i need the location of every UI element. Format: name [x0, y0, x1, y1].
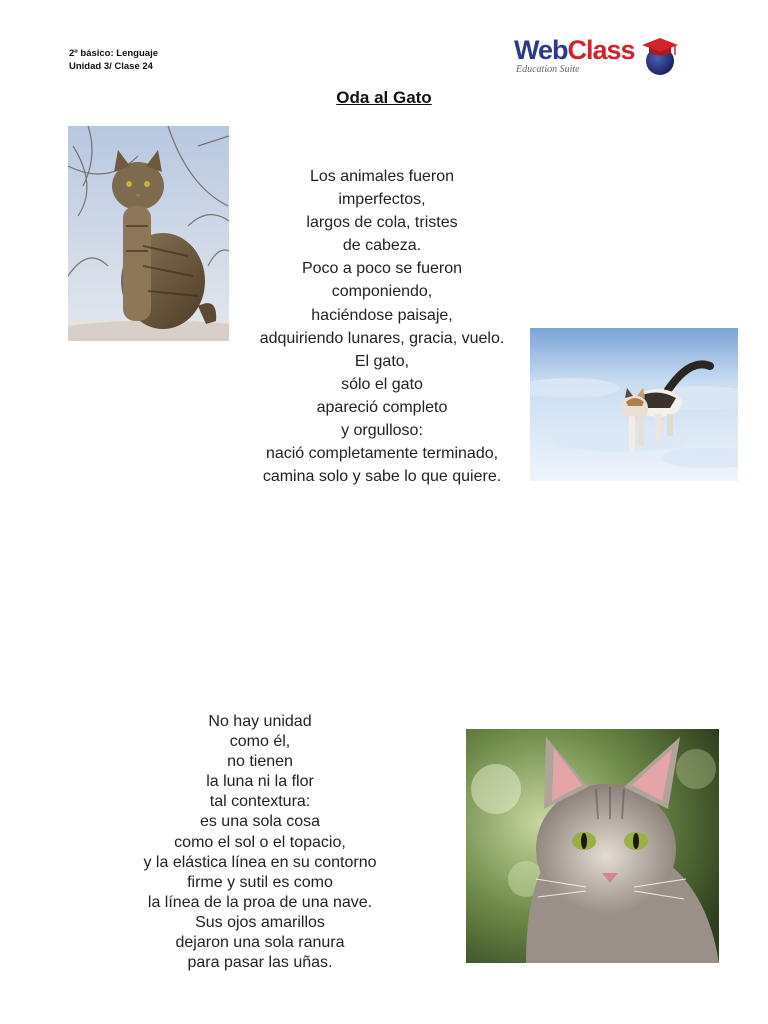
graduation-cap-globe-icon: [640, 35, 680, 77]
poem-line: firme y sutil es como: [187, 873, 333, 891]
logo-wordmark: [514, 35, 635, 66]
webclass-logo: [512, 33, 684, 79]
tabby-cat-photo: [68, 126, 229, 341]
poem-line: tal contextura:: [209, 793, 311, 811]
poem-line: Poco a poco se fueron: [301, 260, 463, 278]
poem-line: nació completamente terminado,: [265, 445, 499, 463]
poem-line: es una sola cosa: [199, 813, 321, 831]
poem-line: dejaron una sola ranura: [175, 934, 345, 952]
poem-line: como él,: [229, 733, 291, 751]
poem-stanza-1: [232, 165, 532, 488]
poem-line: imperfectos,: [338, 191, 426, 209]
poem-stanza-2: [110, 712, 410, 973]
poem-line: No hay unidad: [208, 713, 312, 730]
poem-line: sólo el gato: [341, 375, 423, 393]
logo-tagline: Education Suite: [516, 64, 580, 75]
poem-line: la línea de la proa de una nave.: [147, 893, 373, 911]
poem-line: y la elástica línea en su contorno: [143, 853, 377, 871]
poem-line: no tienen: [227, 753, 293, 771]
poem-line: como el sol o el topacio,: [174, 833, 346, 851]
logo-word-web: Web: [514, 35, 568, 65]
course-label: 2º básico: Lenguaje: [69, 48, 158, 59]
poem-line: para pasar las uñas.: [187, 954, 333, 972]
poem-line: la luna ni la flor: [206, 773, 314, 791]
poem-line: camina solo y sabe lo que quiere.: [262, 468, 502, 486]
unit-label: Unidad 3/ Clase 24: [69, 60, 153, 72]
poem-line: apareció completo: [316, 398, 448, 416]
poem-line: Los animales fueron: [309, 168, 455, 185]
header-meta: [69, 48, 158, 73]
logo-word-class: Class: [567, 35, 635, 65]
poem-line: adquiriendo lunares, gracia, vuelo.: [259, 329, 505, 347]
poem-line: Sus ojos amarillos: [195, 913, 325, 931]
snow-cat-photo: [530, 328, 738, 481]
poem-line: haciéndose paisaje,: [311, 306, 453, 324]
poem-line: componiendo,: [331, 283, 433, 301]
poem-line: y orgulloso:: [341, 422, 423, 440]
poem-line: El gato,: [354, 352, 410, 370]
cat-face-photo: [466, 729, 719, 963]
poem-line: de cabeza.: [342, 237, 422, 255]
poem-line: largos de cola, tristes: [306, 214, 458, 232]
page-title: Oda al Gato: [336, 88, 432, 107]
